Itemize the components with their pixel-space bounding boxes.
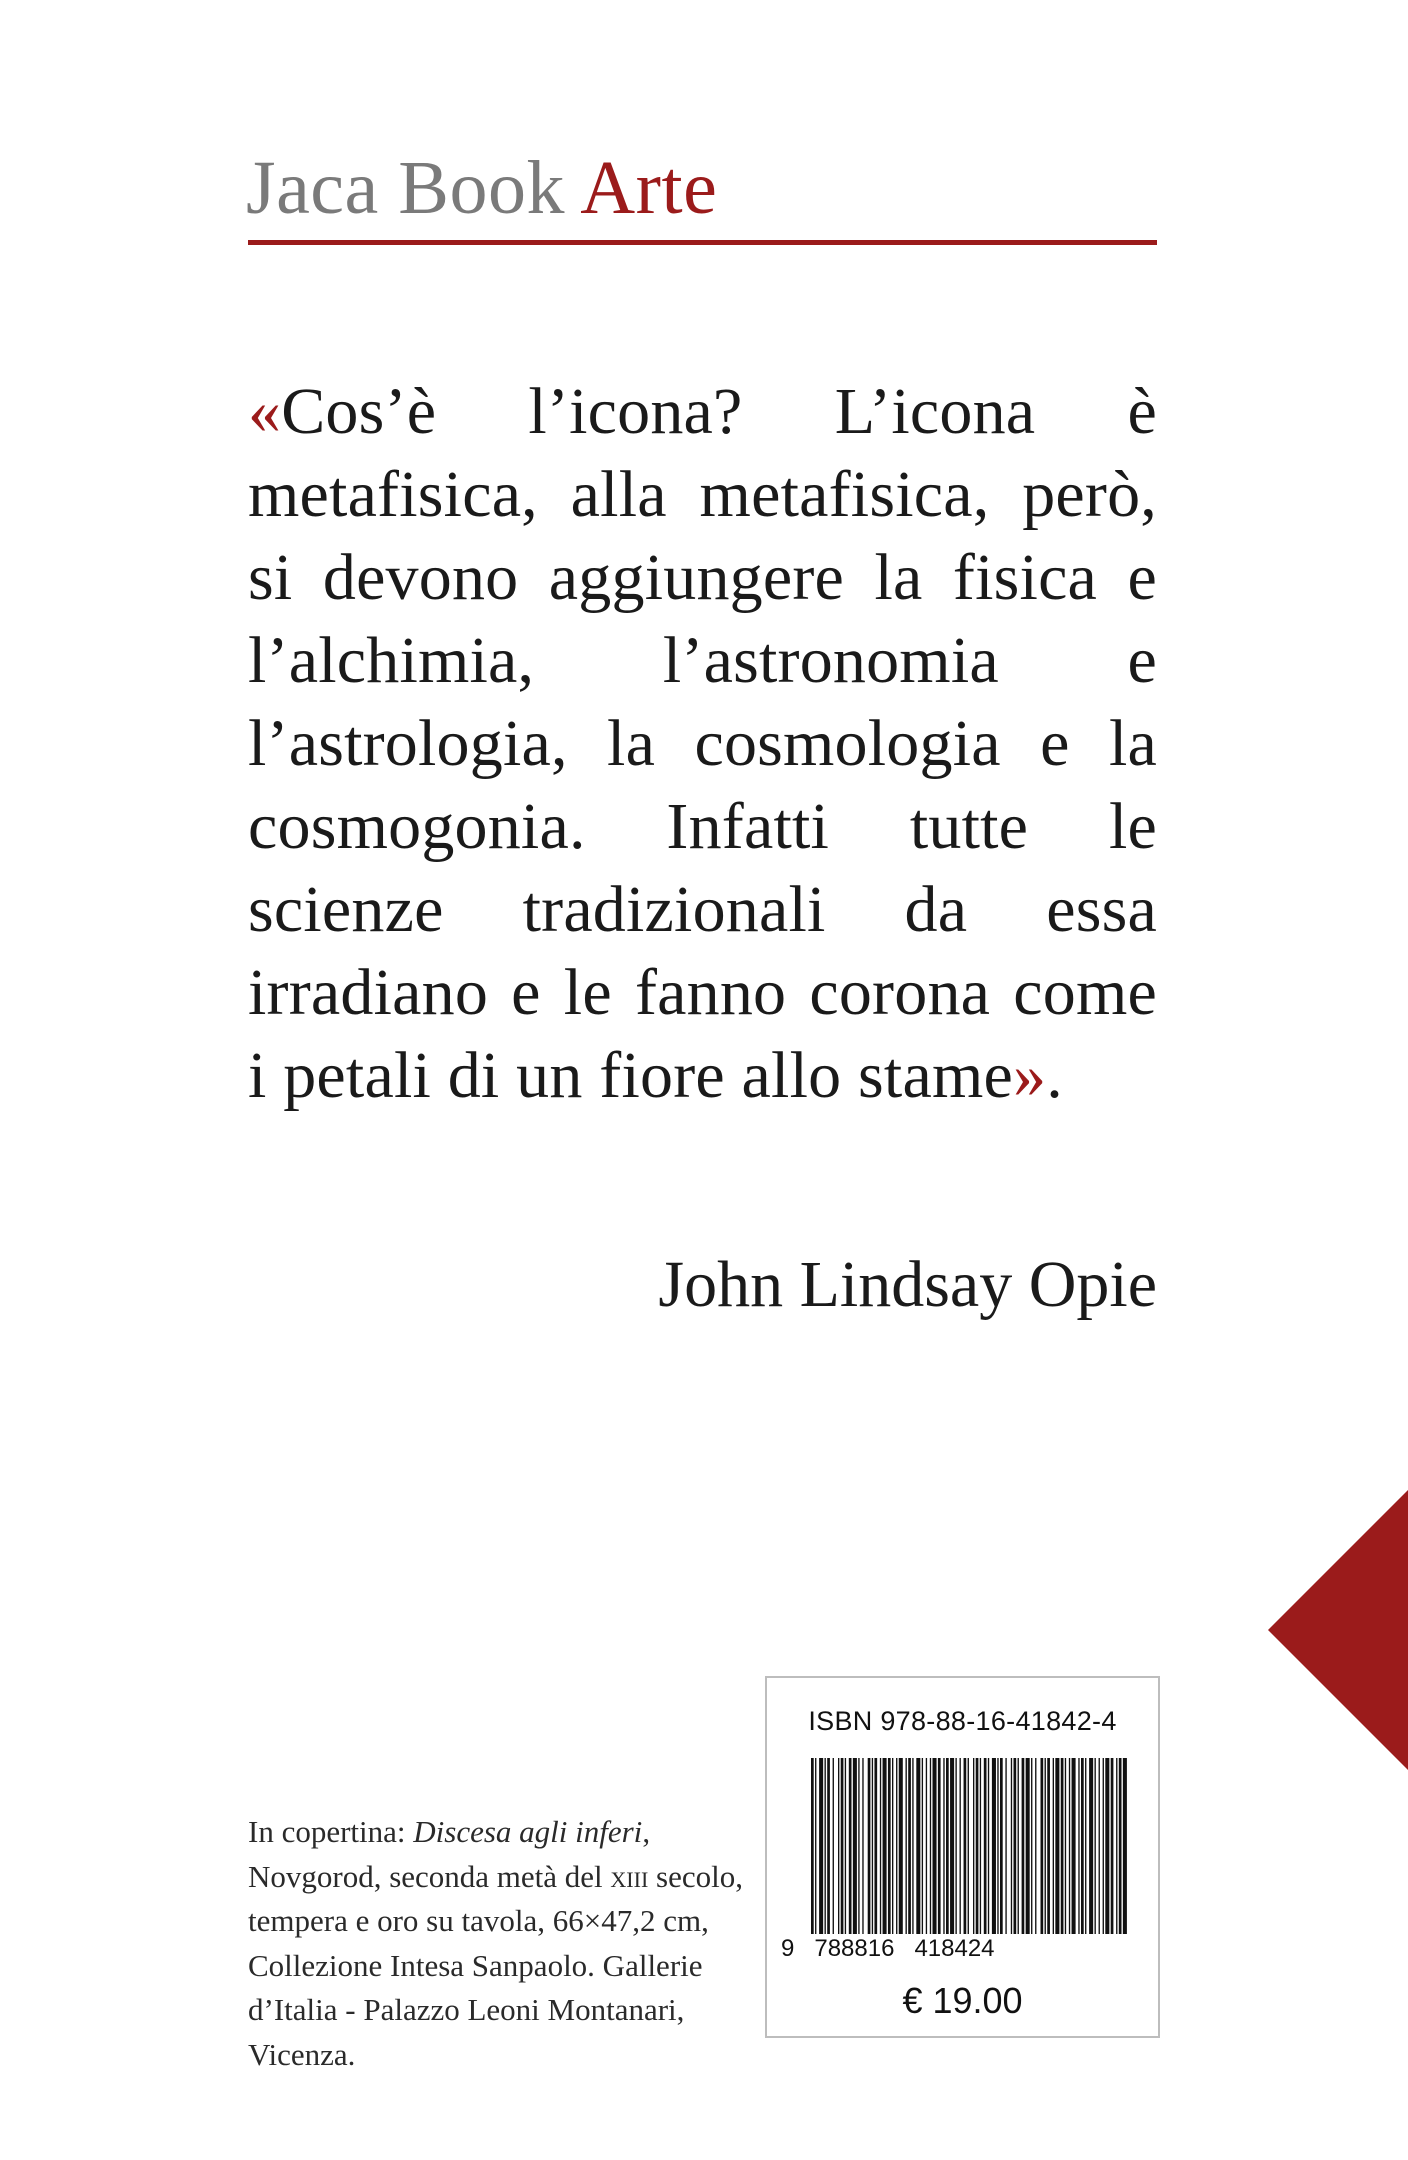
barcode-bar <box>988 1758 989 1934</box>
barcode-bar <box>899 1758 903 1934</box>
barcode-bar <box>892 1758 893 1934</box>
isbn-label: ISBN 978-88-16-41842-4 <box>808 1706 1117 1736</box>
barcode-bar <box>1123 1758 1127 1934</box>
barcode-bar <box>1055 1758 1059 1934</box>
barcode-bar <box>976 1758 979 1934</box>
red-triangle-decoration <box>1268 1490 1408 1770</box>
barcode-bar <box>1103 1758 1104 1934</box>
barcode-bar <box>827 1758 830 1934</box>
barcode-bar <box>815 1758 816 1934</box>
barcode-bar <box>1099 1758 1100 1934</box>
barcode-bar <box>1031 1758 1032 1934</box>
barcode-bar <box>1061 1758 1064 1934</box>
cover-credit <box>248 1810 748 2077</box>
barcode-bar <box>833 1758 834 1934</box>
barcode-bar <box>888 1758 891 1934</box>
barcode-box <box>765 1676 1160 2038</box>
barcode-bar <box>1089 1758 1093 1934</box>
credit-artwork-title: Discesa agli inferi <box>413 1814 643 1849</box>
barcode-bar <box>906 1758 907 1934</box>
barcode-bar <box>984 1758 987 1934</box>
barcode-bar <box>1026 1758 1030 1934</box>
barcode-bar <box>1014 1758 1017 1934</box>
barcode-bar <box>880 1758 881 1934</box>
barcode-bar <box>950 1758 954 1934</box>
barcode-bar <box>1045 1758 1046 1934</box>
barcode-bar <box>1095 1758 1096 1934</box>
barcode-bar <box>912 1758 913 1934</box>
barcode-bar <box>992 1758 996 1934</box>
barcode-bar <box>858 1758 859 1934</box>
open-guillemet: « <box>248 375 282 448</box>
series-name-arte: Arte <box>580 146 718 230</box>
barcode-bar <box>1035 1758 1036 1934</box>
back-cover-quote <box>248 370 1157 1117</box>
barcode-bar <box>868 1758 871 1934</box>
barcode-bar <box>1065 1758 1066 1934</box>
credit-origin: , Novgorod, seconda metà del <box>248 1814 651 1894</box>
barcode-bar <box>933 1758 937 1934</box>
barcode-bar <box>908 1758 911 1934</box>
barcode-bar <box>1119 1758 1122 1934</box>
title-underline-rule <box>248 240 1157 245</box>
barcode-bars <box>809 1758 1129 1934</box>
barcode-digits: 9 788816 418424 <box>781 1935 995 1962</box>
barcode-bar <box>943 1758 944 1934</box>
barcode-bar <box>1011 1758 1012 1934</box>
barcode-bar <box>968 1758 969 1934</box>
quote-text: Cos’è l’icona? L’icona è metafisica, alla metafisica, però, si devono aggiungere la fisica e l’alchimia, l’astronomia e l’astrologia, la cosmologia e la cosmogonia. Infatti tutte le scienze tradizionali da essa irradiano e le fanno corona come i petali di un fiore allo stame <box>248 375 1157 1112</box>
barcode-bar <box>960 1758 961 1934</box>
barcode-bar <box>845 1758 846 1934</box>
barcode-bar <box>1072 1758 1076 1934</box>
credit-prefix: In copertina: <box>248 1814 414 1849</box>
barcode-bar <box>1116 1758 1117 1934</box>
barcode-bar <box>1081 1758 1084 1934</box>
barcode-bar <box>862 1758 863 1934</box>
barcode-bar <box>838 1758 839 1934</box>
barcode-bar <box>1085 1758 1086 1934</box>
barcode-bar <box>973 1758 974 1934</box>
barcode-bar <box>1105 1758 1109 1934</box>
barcode-bar <box>1053 1758 1054 1934</box>
barcode-bar <box>1000 1758 1003 1934</box>
barcode-bar <box>980 1758 981 1934</box>
barcode-bar <box>811 1758 814 1934</box>
close-guillemet: » <box>1012 1039 1047 1112</box>
barcode-bar <box>916 1758 920 1934</box>
barcode-bar <box>1069 1758 1070 1934</box>
barcode-bar <box>872 1758 873 1934</box>
barcode-bar <box>938 1758 941 1934</box>
barcode-bar <box>964 1758 967 1934</box>
barcode-bar <box>825 1758 826 1934</box>
barcode-bar <box>874 1758 877 1934</box>
price-label: € 19.00 <box>902 1980 1023 2021</box>
barcode-bar <box>1047 1758 1050 1934</box>
barcode-bar <box>1041 1758 1044 1934</box>
series-title <box>246 146 718 230</box>
barcode-bar <box>883 1758 887 1934</box>
barcode-bar <box>841 1758 844 1934</box>
barcode-bar <box>849 1758 852 1934</box>
barcode-bar <box>1018 1758 1019 1934</box>
barcode-bar <box>1005 1758 1006 1934</box>
barcode-bar <box>922 1758 923 1934</box>
series-name-publisher: Jaca Book <box>246 146 565 230</box>
barcode-bar <box>997 1758 998 1934</box>
barcode-bar <box>896 1758 897 1934</box>
barcode-bar <box>1022 1758 1025 1934</box>
credit-century: xiii <box>610 1858 649 1894</box>
barcode-bar <box>946 1758 949 1934</box>
barcode-bar <box>955 1758 956 1934</box>
barcode-bar <box>930 1758 931 1934</box>
barcode-bar <box>819 1758 823 1934</box>
barcode-bar <box>1078 1758 1079 1934</box>
quote-end-punctuation: . <box>1046 1039 1063 1112</box>
barcode-bar <box>853 1758 857 1934</box>
barcode-bar <box>1111 1758 1114 1934</box>
quote-author: John Lindsay Opie <box>658 1248 1157 1321</box>
barcode-bar <box>926 1758 927 1934</box>
credit-details: secolo, tempera e oro su tavola, 66×47,2 cm, Collezione Intesa Sanpaolo. Gallerie d’Italia - Palazzo Leoni Montanari, Vicenza. <box>248 1858 743 2072</box>
